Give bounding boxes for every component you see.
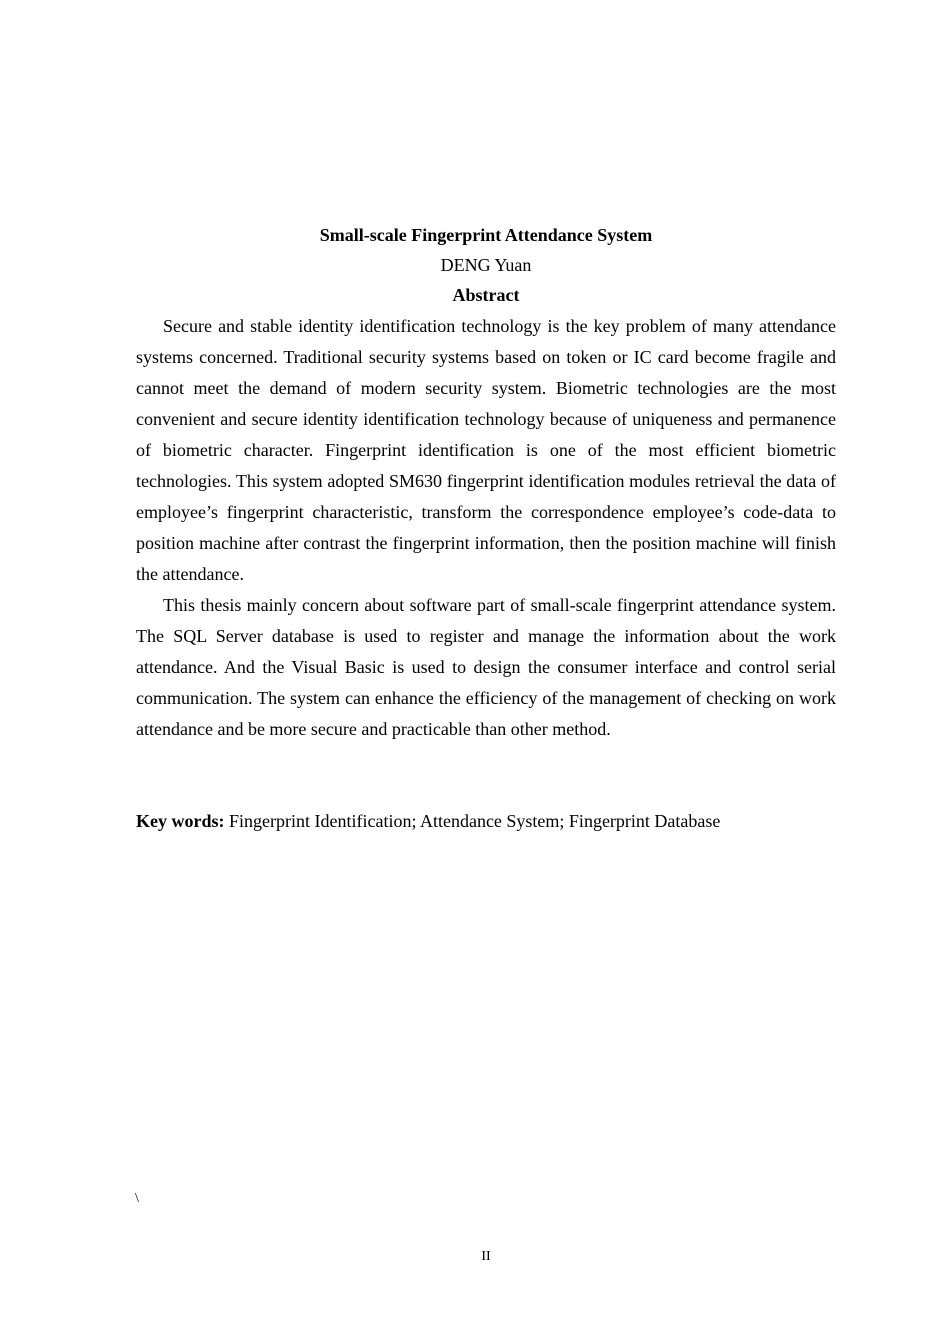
keywords-label: Key words:	[136, 811, 225, 831]
keywords-line	[136, 806, 836, 837]
page-number: II	[481, 1249, 491, 1264]
author-name: DENG Yuan	[440, 255, 532, 275]
paper-title: Small-scale Fingerprint Attendance System	[319, 225, 653, 245]
stray-backslash-mark: \	[135, 1191, 139, 1206]
keywords-text: Fingerprint Identification; Attendance System; Fingerprint Database	[224, 811, 721, 831]
abstract-paragraph-2: This thesis mainly concern about software part of small-scale fingerprint attendance system. The SQL Server database is used to register and manage the information about the work attendance. And the Visual Basic is used to design the consumer interface and control serial communication. The system can enhance the efficiency of the management of checking on work attendance and be more secure and practicable than other method.	[136, 595, 836, 739]
abstract-paragraph-1: Secure and stable identity identification technology is the key problem of many attendance systems concerned. Traditional security systems based on token or IC card become fragile and cannot meet the demand of modern security system. Biometric technologies are the most convenient and secure identity identification technology because of uniqueness and permanence of biometric character. Fingerprint identification is one of the most efficient biometric technologies. This system adopted SM630 fingerprint identification modules retrieval the data of employee’s fingerprint characteristic, transform the correspondence employee’s code-data to position machine after contrast the fingerprint information, then the position machine will finish the attendance.	[136, 316, 836, 584]
abstract-heading: Abstract	[452, 285, 520, 305]
